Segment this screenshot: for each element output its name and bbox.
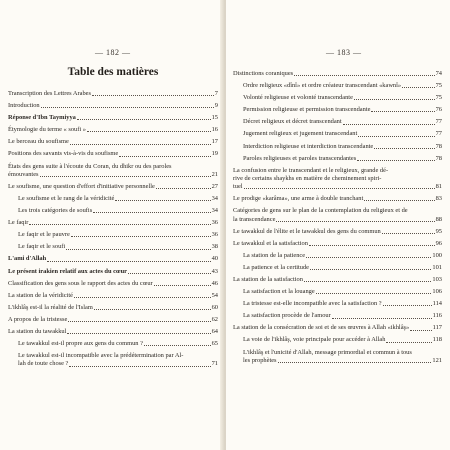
toc-entry-page: 43 — [211, 267, 218, 275]
toc-entry-page: 34 — [211, 207, 218, 215]
leader-dots — [70, 143, 211, 145]
toc-entry — [233, 228, 442, 236]
toc-entry-label: Décret religieux et décret transcendant — [243, 118, 342, 126]
toc-entry-label: La station du tawakkul — [8, 327, 67, 335]
toc-entry-label: Catégories de gens sur le plan de la contemplation du religieux et de — [233, 207, 408, 215]
toc-entry-label: La satisfaction et la louange — [243, 288, 315, 296]
leader-dots — [306, 256, 431, 258]
toc-entry — [233, 349, 442, 365]
toc-entry-label: L'ikhlâş et l'unicité d'Allah, message primordial et commun à tous — [243, 348, 412, 356]
toc-entry-page: 96 — [435, 239, 442, 247]
toc-entry-label-cont: lah de toute chose ? — [18, 360, 69, 368]
toc-entry-label: Le faqir et le soufi — [18, 243, 66, 251]
toc-entry-page: 77 — [435, 130, 442, 138]
toc-entry-page: 19 — [211, 150, 218, 158]
leader-dots — [374, 147, 434, 149]
toc-entry-label: La confusion entre le transcendant et le religieux, grande dé- — [233, 166, 389, 174]
toc-entry-page: 118 — [432, 336, 442, 344]
toc-entry — [233, 70, 442, 78]
toc-entry — [8, 150, 218, 158]
toc-entry-label: Le tawakkul est-il incompatible avec la prédétermination par Al- — [18, 352, 184, 360]
toc-entry-label: Réponse d'Ibn Taymiyya — [8, 114, 76, 122]
toc-entry-label: Distinctions coraniques — [233, 70, 294, 77]
toc-entry-label: Le tawakkul est-il propre aux gens du commun ? — [18, 340, 143, 348]
leader-dots — [357, 159, 434, 161]
toc-entry-label: La station de la satisfaction — [233, 276, 303, 284]
toc-entry — [233, 252, 442, 260]
toc-entry-page: 36 — [211, 231, 218, 239]
toc-entry-label: L'ami d'Allah — [8, 255, 47, 263]
leader-dots — [87, 130, 211, 132]
toc-entry-page: 75 — [435, 82, 442, 90]
leader-dots — [115, 199, 210, 201]
toc-entry-label: Jugement religieux et jugement transcendant — [243, 130, 358, 138]
toc-entry-page: 15 — [211, 114, 218, 122]
toc-entry-label: Les trois catégories de soufis — [18, 207, 93, 215]
page-number-right: — 183 — — [326, 48, 362, 57]
toc-entry — [8, 231, 218, 239]
toc-entry-label: Paroles religieuses et paroles transcendantes — [243, 154, 357, 162]
toc-entry-label: La voie de l'ikhlâş, voie principale pour accéder à Allah — [243, 336, 386, 344]
toc-entry — [233, 143, 442, 151]
toc-entry-page: 114 — [432, 300, 442, 308]
toc-entry-label: Le tawakkul de l'élite et le tawakkul des gens du commun — [233, 227, 381, 235]
toc-entry-label-cont: rive de certains shaykhs en matière de cheminement spiri- — [233, 174, 382, 182]
toc-entry — [8, 268, 218, 276]
leader-dots — [383, 304, 432, 306]
toc-entry — [8, 126, 218, 134]
toc-entry-label: Le faqir — [8, 219, 29, 227]
leader-dots — [154, 284, 211, 286]
page-number-left: — 182 — — [95, 48, 131, 57]
toc-entry-page: 117 — [432, 324, 442, 332]
leader-dots — [66, 248, 210, 250]
toc-entry-page: 100 — [432, 251, 442, 259]
toc-entry-label: Le berceau du soufisme — [8, 138, 69, 146]
toc-entry-page: 81 — [435, 183, 442, 191]
toc-entry-label: La station de la consécration de soi et de ses œuvres à Allah «ikhlâş» — [233, 324, 410, 332]
right-page — [226, 0, 450, 450]
toc-entry — [8, 114, 218, 122]
leader-dots — [69, 365, 210, 367]
toc-entry — [8, 138, 218, 146]
leader-dots — [47, 260, 210, 262]
toc-entry — [233, 82, 442, 90]
toc-entry — [8, 102, 218, 110]
toc-entry-page: 77 — [435, 118, 442, 126]
toc-entry — [233, 276, 442, 284]
toc-entry — [233, 207, 442, 223]
toc-entry-page: 62 — [211, 315, 218, 323]
toc-entry — [8, 328, 218, 336]
toc-entry-page: 71 — [211, 360, 218, 368]
toc-entry — [8, 352, 218, 368]
toc-entry-label: Le présent irakien relatif aux actes du cœur — [8, 267, 127, 275]
toc-entry-label-cont: les prophètes — [243, 356, 277, 364]
leader-dots — [304, 280, 431, 282]
toc-entry-page: 7 — [214, 90, 218, 97]
leader-dots — [309, 244, 435, 246]
toc-entry-label: États des gens suite à l'écoute du Coran, du dhikr ou des paroles — [8, 162, 172, 170]
leader-dots — [119, 155, 210, 157]
toc-entry — [8, 90, 218, 98]
toc-entry-page: 54 — [211, 291, 218, 299]
toc-entry-page: 106 — [432, 288, 442, 296]
toc-entry-page: 60 — [211, 303, 218, 311]
toc-entry — [8, 195, 218, 203]
toc-entry-page: 64 — [211, 327, 218, 335]
leader-dots — [332, 317, 432, 319]
toc-entry-page: 88 — [435, 215, 442, 223]
toc-title: Table des matières — [67, 66, 159, 78]
toc-entry-label-cont: la transcendance — [233, 215, 276, 223]
toc-entry — [233, 155, 442, 163]
toc-entry — [233, 288, 442, 296]
toc-entry-label: Positions des savants vis-à-vis du soufisme — [8, 150, 119, 158]
leader-dots — [386, 341, 431, 343]
toc-entry-label: Volonté religieuse et volonté transcendante — [243, 94, 353, 102]
toc-entry-page: 76 — [435, 106, 442, 114]
toc-entry-label: Classification des gens sous le rapport des actes du cœur — [8, 279, 153, 287]
toc-entry — [233, 300, 442, 308]
toc-entry-label: Ordre religieux «dînî» et ordre créateur transcendant «kawnî» — [243, 82, 402, 90]
leader-dots — [371, 110, 434, 112]
toc-entry — [233, 264, 442, 272]
toc-entry — [8, 340, 218, 348]
toc-entry-page: 27 — [211, 182, 218, 190]
leader-dots — [358, 135, 434, 137]
toc-entry-page: 78 — [435, 154, 442, 162]
leader-dots — [278, 361, 432, 363]
toc-entry-page: 95 — [435, 227, 442, 235]
leader-dots — [74, 296, 211, 298]
toc-entry — [233, 195, 442, 203]
leader-dots — [382, 232, 435, 234]
toc-entry-page: 17 — [211, 138, 218, 146]
leader-dots — [343, 123, 435, 125]
toc-entry-label-cont: émouvantes — [8, 170, 39, 178]
toc-entry-label: A propos de la tristesse — [8, 315, 68, 323]
leader-dots — [144, 344, 211, 346]
leader-dots — [93, 211, 210, 213]
toc-entry-page: 103 — [432, 276, 442, 284]
toc-entry-page: 38 — [211, 243, 218, 251]
leader-dots — [294, 74, 434, 76]
toc-entry — [233, 324, 442, 332]
toc-entry — [233, 167, 442, 192]
leader-dots — [67, 332, 210, 334]
toc-entry — [8, 163, 218, 179]
toc-entry-page: 21 — [211, 170, 218, 178]
toc-entry — [8, 316, 218, 324]
leader-dots — [410, 329, 431, 331]
leader-dots — [68, 320, 210, 322]
toc-entry-label: Introduction — [8, 102, 40, 110]
toc-entry-page: 78 — [435, 142, 442, 150]
toc-entry — [8, 219, 218, 227]
leader-dots — [276, 220, 434, 222]
toc-entry-label: Le prodige «karâma», une arme à double tranchant — [233, 195, 364, 203]
leader-dots — [40, 175, 211, 177]
leader-dots — [310, 268, 431, 270]
toc-entry — [233, 130, 442, 138]
leader-dots — [156, 187, 211, 189]
toc-entry-page: 65 — [211, 340, 218, 348]
toc-entry-label: Le soufisme et le rang de la véridicité — [18, 194, 115, 202]
toc-entry-page: 75 — [435, 94, 442, 102]
toc-entry — [233, 106, 442, 114]
leader-dots — [128, 272, 211, 274]
leader-dots — [92, 94, 214, 96]
toc-entry-page: 36 — [211, 219, 218, 227]
toc-entry-page: 16 — [211, 126, 218, 134]
toc-entry-label-cont: tuel — [233, 183, 243, 191]
toc-entry-label: La station de la patience — [243, 251, 306, 259]
leader-dots — [244, 187, 435, 189]
leader-dots — [402, 86, 435, 88]
toc-entry-label: Interdiction religieuse et interdiction transcendante — [243, 142, 374, 150]
toc-entry-page: 40 — [211, 255, 218, 263]
toc-entry-label: Transcription des Lettres Arabes — [8, 90, 92, 97]
toc-entry-page: 9 — [214, 102, 218, 110]
toc-entry-page: 34 — [211, 194, 218, 202]
toc-entry — [233, 94, 442, 102]
toc-entry — [8, 255, 218, 263]
leader-dots — [94, 308, 211, 310]
toc-entry — [233, 240, 442, 248]
toc-entry-label: La station de la véridicité — [8, 291, 73, 299]
leader-dots — [29, 223, 210, 225]
toc-entry-label: L'ikhlâş est-il la réalité de l'Islam — [8, 303, 93, 311]
toc-entry-label: Le soufisme, une question d'effort d'initiative personnelle — [8, 182, 155, 190]
toc-entry-page: 83 — [435, 195, 442, 203]
toc-entry-page: 101 — [432, 263, 442, 271]
leader-dots — [354, 98, 435, 100]
toc-entry — [8, 280, 218, 288]
toc-entry-page: 46 — [211, 279, 218, 287]
toc-entry-label: Le faqir et le pauvre — [18, 231, 70, 239]
toc-entry — [8, 304, 218, 312]
toc-entry-page: 121 — [432, 356, 442, 364]
leader-dots — [316, 292, 432, 294]
toc-entry-page: 116 — [432, 312, 442, 320]
leader-dots — [71, 235, 211, 237]
leader-dots — [364, 199, 434, 201]
toc-entry-page: 74 — [435, 70, 442, 77]
leader-dots — [41, 106, 214, 108]
toc-entry — [8, 183, 218, 191]
toc-entry — [8, 207, 218, 215]
toc-entry — [233, 312, 442, 320]
toc-entry — [8, 292, 218, 300]
toc-entry-label: La tristesse est-elle incompatible avec la satisfaction ? — [243, 300, 382, 308]
toc-entry — [233, 336, 442, 344]
toc-entry — [233, 118, 442, 126]
toc-entry-label: Étymologie du terme « soufi » — [8, 126, 86, 134]
left-page — [0, 0, 224, 450]
leader-dots — [77, 118, 211, 120]
toc-entry — [8, 243, 218, 251]
toc-entry-label: La satisfaction procède de l'amour — [243, 312, 331, 320]
toc-entry-label: Permission religieuse et permission transcendante — [243, 106, 371, 114]
toc-entry-label: La patience et la certitude — [243, 263, 309, 271]
toc-entry-label: Le tawakkul et la satisfaction — [233, 239, 308, 247]
